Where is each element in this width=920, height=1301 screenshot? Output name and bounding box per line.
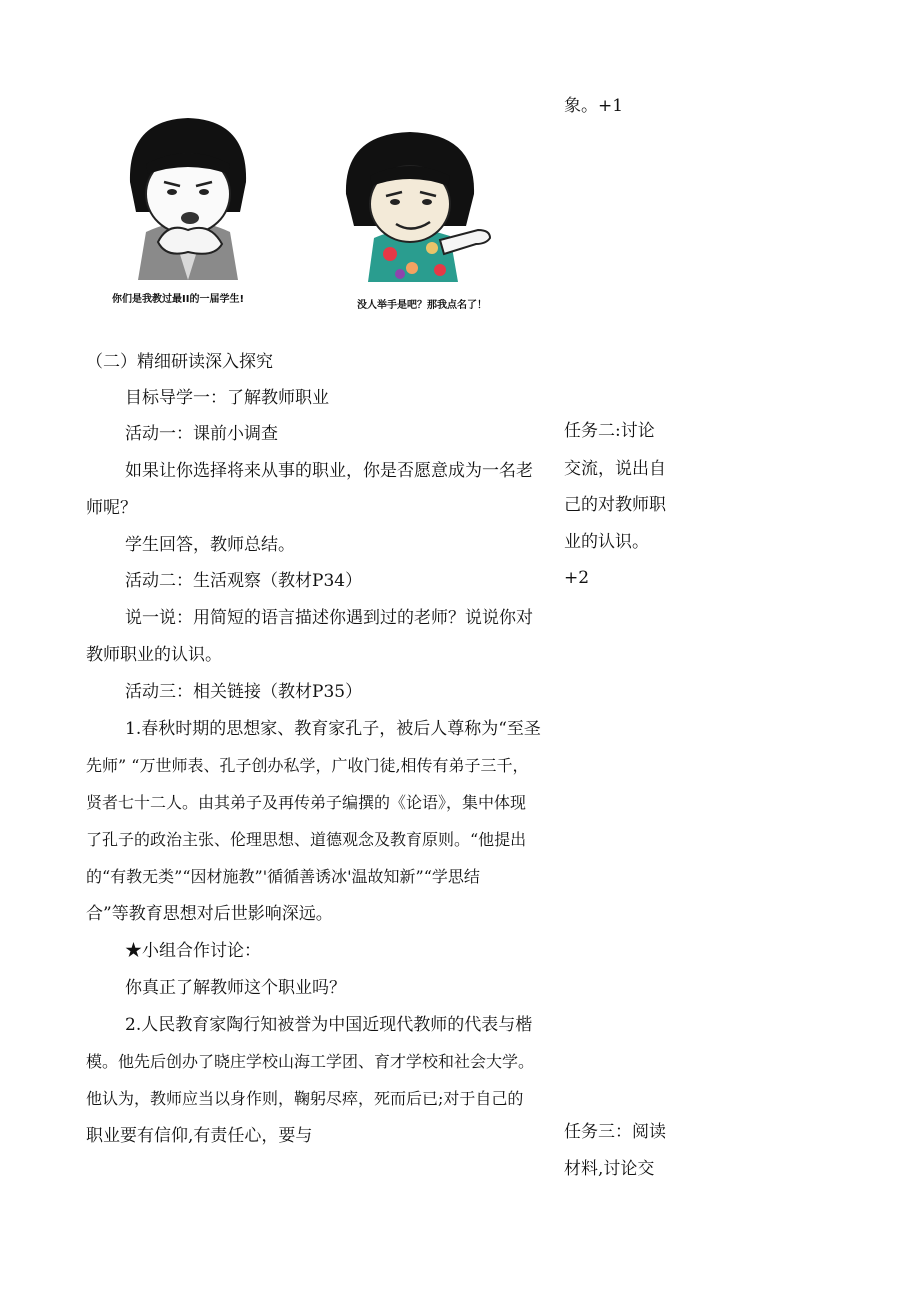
body-line: 先师” “万世师表、孔子创办私学，广收门徒,相传有弟子三千， bbox=[86, 756, 529, 775]
meme-left-image bbox=[118, 112, 258, 280]
body-line: 了孔子的政治主张、伦理思想、道德观念及教育原则。“他提出 bbox=[86, 830, 527, 849]
body-line: 合”等教育思想对后世影响深远。 bbox=[86, 904, 333, 924]
task2-line-5: +2 bbox=[564, 568, 590, 588]
group-discussion-heading: ★小组合作讨论： bbox=[125, 941, 261, 961]
meme-right-image bbox=[340, 130, 495, 282]
task3-line-1: 任务三：阅读 bbox=[564, 1122, 666, 1142]
task3-line-2: 材料,讨论交 bbox=[564, 1159, 655, 1179]
body-line: 职业要有信仰,有责任心，要与 bbox=[86, 1126, 313, 1146]
meme-right-caption: 没人举手是吧？那我点名了！ bbox=[357, 300, 487, 311]
task2-line-1: 任务二:讨论 bbox=[564, 421, 655, 441]
body-line: 贤者七十二人。由其弟子及再传弟子编撰的《论语》，集中体现 bbox=[86, 793, 527, 812]
body-line: 1.春秋时期的思想家、教育家孔子，被后人尊称为“至圣 bbox=[125, 719, 541, 739]
section-heading: （二）精细研读深入探究 bbox=[86, 352, 273, 372]
body-line: 说一说：用简短的语言描述你遇到过的老师？说说你对 bbox=[125, 608, 533, 628]
goal-heading: 目标导学一：了解教师职业 bbox=[125, 388, 329, 408]
task2-line-2: 交流，说出自 bbox=[564, 459, 666, 479]
task2-line-3: 己的对教师职 bbox=[564, 495, 666, 515]
body-line: 你真正了解教师这个职业吗？ bbox=[125, 978, 346, 998]
body-line: 教师职业的认识。 bbox=[86, 645, 222, 665]
activity-3-heading: 活动三：相关链接（教材P35） bbox=[125, 682, 363, 702]
body-line: 他认为，教师应当以身作则，鞠躬尽瘁，死而后已;对于自己的 bbox=[86, 1089, 524, 1108]
body-line: 师呢？ bbox=[86, 498, 137, 518]
body-line: 如果让你选择将来从事的职业，你是否愿意成为一名老 bbox=[125, 461, 533, 481]
body-line: 2.人民教育家陶行知被誉为中国近现代教师的代表与楷 bbox=[125, 1015, 533, 1035]
activity-2-heading: 活动二：生活观察（教材P34） bbox=[125, 571, 363, 591]
side-note-1: 象。+1 bbox=[564, 96, 624, 116]
body-line: 学生回答，教师总结。 bbox=[125, 535, 295, 555]
activity-1-heading: 活动一：课前小调查 bbox=[125, 424, 278, 444]
meme-left-caption: 你们是我教过最II的一届学生! bbox=[112, 294, 245, 305]
body-line: 模。他先后创办了晓庄学校山海工学团、育才学校和社会大学。 bbox=[86, 1052, 535, 1071]
body-line: 的“有教无类”“因材施教”'循循善诱冰'温故知新”“学思结 bbox=[86, 867, 480, 886]
task2-line-4: 业的认识。 bbox=[564, 532, 649, 552]
